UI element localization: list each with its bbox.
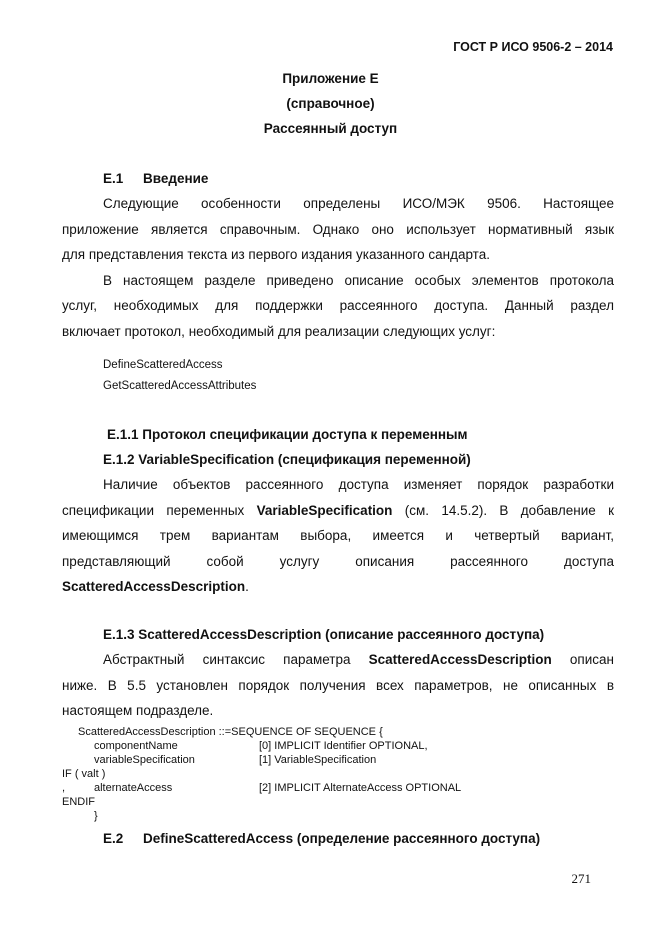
code-line: ScatteredAccessDescription ::=SEQUENCE OF SEQUENCE { [78, 726, 383, 738]
section-title: DefineScatteredAccess (определение рассеянного доступа) [143, 831, 541, 846]
section-title: Протокол спецификации доступа к переменным [142, 427, 468, 442]
text-line: ниже. В 5.5 установлен порядок получения всех параметров, не описанных в [62, 677, 614, 693]
code-line: ENDIF [62, 796, 95, 808]
section-number: Е.1.3 [103, 627, 135, 642]
bold-term: ScatteredAccessDescription [62, 579, 246, 594]
annex-type: (справочное) [286, 96, 375, 111]
code-line: IF ( valt ) [62, 768, 106, 780]
bold-term: ScatteredAccessDescription [368, 652, 552, 667]
section-number: Е.1.1 [107, 427, 139, 442]
text-line: Наличие объектов рассеянного доступа изменяет порядок разработки [103, 477, 614, 492]
paragraph-e1-1 [62, 191, 614, 344]
code-line: componentName [94, 740, 178, 752]
code-line: variableSpecification [94, 754, 195, 766]
section-e12-heading [103, 452, 471, 467]
text-line: спецификации переменных VariableSpecification (см. 14.5.2). В добавление к [62, 502, 614, 518]
section-e1-heading [103, 171, 208, 186]
text-line: ScatteredAccessDescription. [62, 579, 249, 594]
text-line: Следующие особенности определены ИСО/МЭК 9506. Настоящее [103, 196, 614, 211]
services-list [103, 355, 256, 396]
section-e2-heading [103, 831, 540, 846]
text-line: включает протокол, необходимый для реализации следующих услуг: [62, 323, 496, 339]
code-line: [1] VariableSpecification [259, 754, 377, 766]
document-header: ГОСТ Р ИСО 9506-2 – 2014 [453, 40, 613, 54]
page-number: 271 [571, 871, 591, 886]
text-line: Абстрактный синтаксис параметра ScatteredAccessDescription описан [103, 652, 614, 667]
list-item: GetScatteredAccessAttributes [103, 379, 257, 392]
bold-term: VariableSpecification [256, 502, 393, 518]
paragraph-e12 [62, 472, 614, 600]
paragraph-e13 [62, 647, 614, 724]
list-item: DefineScatteredAccess [103, 359, 223, 371]
text-line: услуг, необходимых для поддержки рассеянного доступа. Данный раздел [62, 298, 614, 313]
code-line: , [62, 782, 66, 794]
section-e13-heading [103, 627, 544, 642]
section-title: ScatteredAccessDescription (описание рассеянного доступа) [138, 627, 545, 642]
text-line: приложение является справочным. Однако оно использует нормативный язык [62, 221, 614, 237]
text-line: имеющимся трем вариантам выбора, имеется и четвертый вариант, [62, 528, 614, 543]
section-number: Е.1.2 [103, 452, 135, 467]
section-e11-heading [103, 427, 468, 442]
code-line: [0] IMPLICIT Identifier OPTIONAL, [259, 740, 428, 752]
annex-name: Рассеянный доступ [263, 121, 398, 136]
text-line: В настоящем разделе приведено описание особых элементов протокола [103, 272, 614, 288]
section-number: Е.2 [103, 831, 124, 846]
section-title: VariableSpecification (спецификация переменной) [138, 452, 471, 467]
section-title: Введение [143, 171, 209, 186]
text-line: представляющий собой услугу описания рассеянного доступа [62, 553, 614, 569]
text-line: для представления текста из первого издания указанного сандарта. [62, 247, 490, 262]
code-line: alternateAccess [94, 782, 173, 794]
code-line: [2] IMPLICIT AlternateAccess OPTIONAL [259, 782, 462, 794]
annex-title: Приложение Е [282, 71, 379, 86]
section-number: Е.1 [103, 171, 124, 186]
code-line: } [94, 810, 98, 822]
text-line: настоящем подразделе. [62, 703, 214, 718]
